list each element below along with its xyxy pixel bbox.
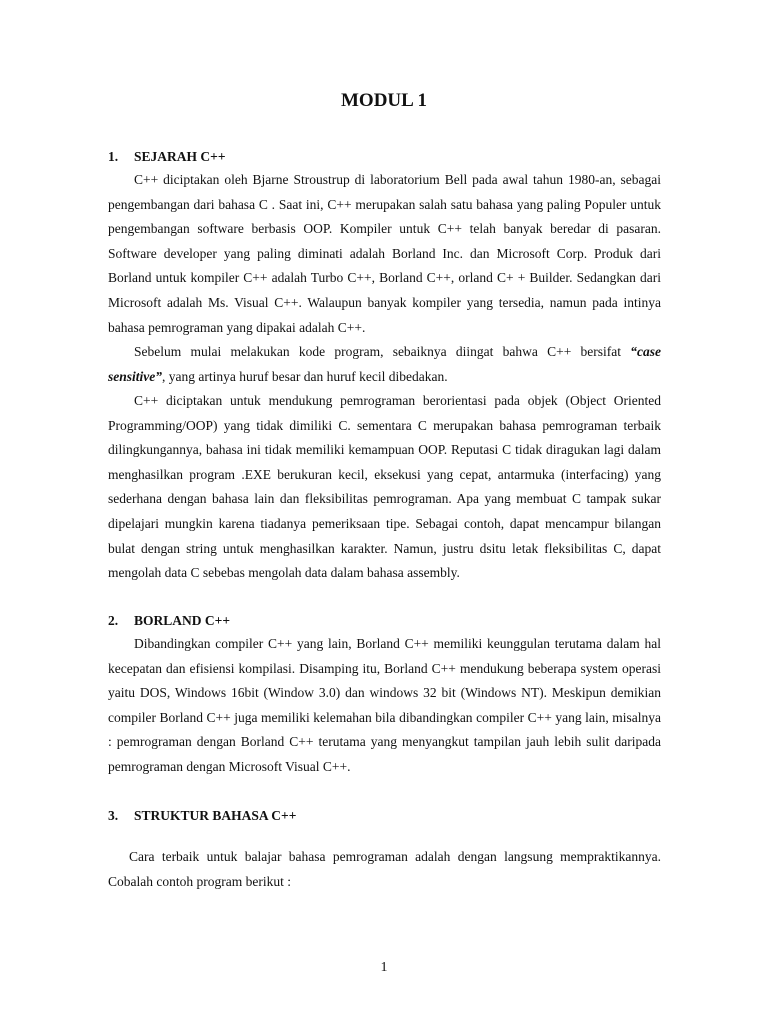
section-title: STRUKTUR BAHASA C++ [134,808,297,823]
paragraph-text: Sebelum mulai melakukan kode program, sebaiknya diingat bahwa C++ bersifat [134,344,631,359]
paragraph: Cara terbaik untuk balajar bahasa pemrograman adalah dengan langsung mempraktikannya. Cobalah contoh program berikut : [108,849,661,889]
paragraph-text: , yang artinya huruf besar dan huruf kecil dibedakan. [162,368,448,384]
section-heading-struktur [108,808,660,824]
page-title: MODUL 1 [340,90,428,111]
paragraph: C++ diciptakan untuk mendukung pemrograman berorientasi pada objek (Object Oriented Programming/OOP) yang tidak dimiliki C. sementara C merupakan bahasa pemrograman terbaik dilingkungannya, bahasa ini tidak memiliki kemampuan OOP. Reputasi C tidak diragukan lagi dalam menghasilkan program .EXE berukuran kecil, eksekusi yang cepat, antarmuka (interfacing) yang sederhana dengan bahasa lain dan fleksibilitas pemrograman. Apa yang membuat C tampak sukar dipelajari mungkin karena tiadanya pemeriksaan tipe. Sebagai contoh, dapat mencampur bilangan bulat dengan string untuk menghasilkan karakter. Namun, justru dsitu letak fleksibilitas C, dapat mengolah data C sebebas mengolah data dalam bahasa assembly. [108,393,661,581]
section-number: 1. [108,149,119,164]
paragraph-case-sensitive [108,340,661,389]
section-heading-borland [108,613,660,629]
page-number: 1 [380,960,388,975]
section-title: BORLAND C++ [134,613,231,628]
section-number: 3. [108,808,119,823]
paragraph: C++ diciptakan oleh Bjarne Stroustrup di laboratorium Bell pada awal tahun 1980-an, sebagai pengembangan dari bahasa C . Saat ini, C++ merupakan salah satu bahasa yang paling Populer untuk pengembangan software berbasis OOP. Kompiler untuk C++ telah banyak beredar di pasaran. Software developer yang paling diminati adalah Borland Inc. dan Microsoft Corp. Produk dari Borland untuk kompiler C++ adalah Turbo C++, Borland C++, orland C+ + Builder. Sedangkan dari Microsoft adalah Ms. Visual C++. Walaupun banyak kompiler yang tersedia, namun pada intinya bahasa pemrograman yang dipakai adalah C++. [108,172,661,335]
emphasis-text: “case sensitive” [108,344,661,384]
section-number: 2. [108,613,119,628]
section-title: SEJARAH C++ [134,149,226,164]
section-heading-sejarah [108,149,660,165]
paragraph: Dibandingkan compiler C++ yang lain, Borland C++ memiliki keunggulan terutama dalam hal kecepatan dan efisiensi kompilasi. Disamping itu, Borland C++ mendukung beberapa system operasi yaitu DOS, Windows 16bit (Window 3.0) dan windows 32 bit (Windows NT). Meskipun demikian compiler Borland C++ juga memiliki kelemahan bila dibandingkan compiler C++ yang lain, misalnya : pemrograman dengan Borland C++ terutama yang menyangkut tampilan jauh lebih sulit daripada pemrograman dengan Microsoft Visual C++. [108,636,661,774]
